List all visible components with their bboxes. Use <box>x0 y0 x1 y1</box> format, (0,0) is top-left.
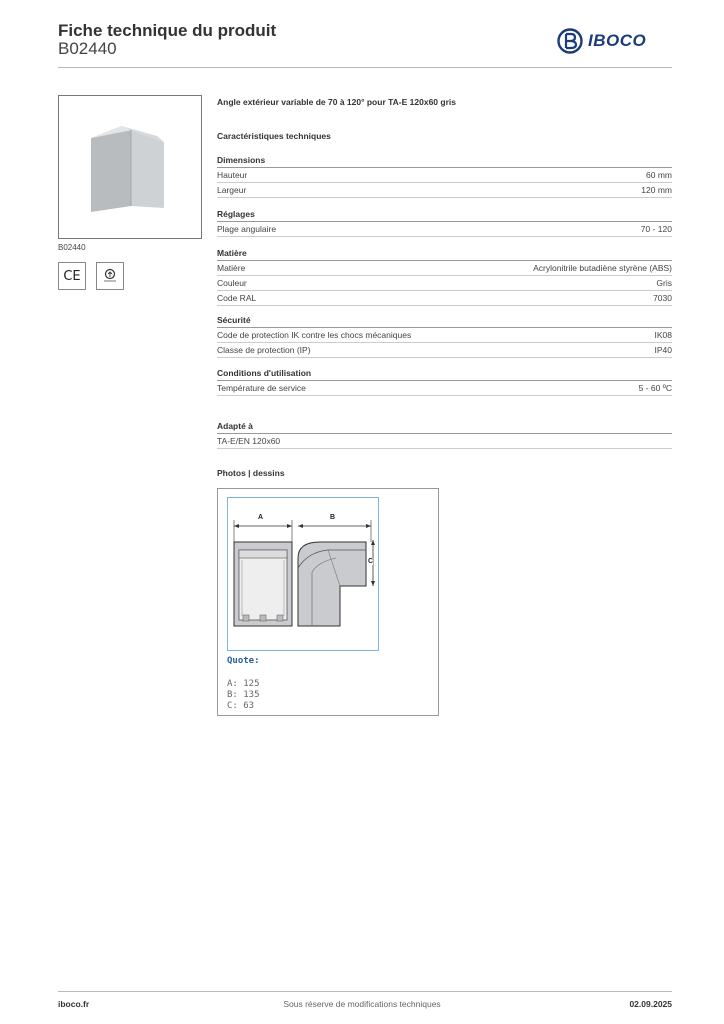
spec-section-reglages <box>217 209 672 237</box>
spec-value: 120 mm <box>641 185 672 195</box>
ce-mark-icon: CE <box>58 262 86 290</box>
spec-row <box>217 168 672 183</box>
approval-mark-icon <box>96 262 124 290</box>
spec-row <box>217 381 672 396</box>
product-code: B02440 <box>58 39 117 58</box>
spec-section-matiere <box>217 248 672 306</box>
drawing-frame <box>227 497 379 651</box>
technical-drawing <box>217 488 439 716</box>
spec-value: 70 - 120 <box>640 224 672 234</box>
product-image <box>59 96 201 238</box>
footer-divider <box>58 991 672 992</box>
spec-value: IK08 <box>654 330 672 340</box>
spec-label: Matière <box>217 263 246 273</box>
spec-row <box>217 343 672 358</box>
spec-value: 5 - 60 ºC <box>638 383 672 393</box>
spec-label: Hauteur <box>217 170 248 180</box>
spec-row <box>217 261 672 276</box>
spec-row <box>217 222 672 237</box>
spec-value: Acrylonitrile butadiène styrène (ABS) <box>533 263 672 273</box>
iboco-logo-icon <box>557 28 583 54</box>
spec-label: Température de service <box>217 383 306 393</box>
spec-label: Classe de protection (IP) <box>217 345 311 355</box>
spec-value: 60 mm <box>646 170 672 180</box>
quote-line: B: 135 <box>227 690 260 700</box>
adapted-section <box>217 421 672 449</box>
spec-row <box>217 276 672 291</box>
spec-label: Code RAL <box>217 293 257 303</box>
section-title: Dimensions <box>217 155 672 168</box>
footer-date: 02.09.2025 <box>629 999 672 1009</box>
footer-notice: Sous réserve de modifications techniques <box>283 999 441 1009</box>
spec-label: Plage angulaire <box>217 224 277 234</box>
section-title: Réglages <box>217 209 672 222</box>
quote-line: C: 63 <box>227 701 255 711</box>
section-title: Matière <box>217 248 672 261</box>
drawings-title: Photos | dessins <box>217 468 285 478</box>
adapted-value: TA-E/EN 120x60 <box>217 436 281 446</box>
spec-label: Code de protection IK contre les chocs mécaniques <box>217 330 412 340</box>
photo-caption: B02440 <box>58 243 86 252</box>
product-photo <box>58 95 202 239</box>
section-title: Adapté à <box>217 421 672 434</box>
page-title: Fiche technique du produit <box>58 21 277 40</box>
spec-row <box>217 183 672 198</box>
dim-label-c: C <box>368 558 374 565</box>
section-title: Sécurité <box>217 315 672 328</box>
spec-value: IP40 <box>654 345 672 355</box>
header-divider <box>58 67 672 68</box>
specs-title: Caractéristiques techniques <box>217 131 331 141</box>
spec-row <box>217 328 672 343</box>
spec-section-dimensions <box>217 155 672 198</box>
spec-label: Largeur <box>217 185 247 195</box>
spec-value: 7030 <box>653 293 672 303</box>
spec-value: Gris <box>656 278 672 288</box>
footer-site-link[interactable]: iboco.fr <box>58 999 90 1009</box>
dimension-drawing <box>228 498 378 650</box>
brand-logo <box>557 28 646 54</box>
section-title: Conditions d'utilisation <box>217 368 672 381</box>
spec-label: Couleur <box>217 278 247 288</box>
spec-section-securite <box>217 315 672 358</box>
spec-section-conditions <box>217 368 672 396</box>
quote-line: A: 125 <box>227 679 260 689</box>
dim-label-a: A <box>258 514 264 521</box>
dim-label-b: B <box>330 514 336 521</box>
product-description: Angle extérieur variable de 70 à 120° pour TA-E 120x60 gris <box>217 97 456 107</box>
spec-row <box>217 291 672 306</box>
logo-wordmark: IBOCO <box>588 31 647 50</box>
quote-title: Quote: <box>227 656 260 666</box>
adapted-row <box>217 434 672 449</box>
